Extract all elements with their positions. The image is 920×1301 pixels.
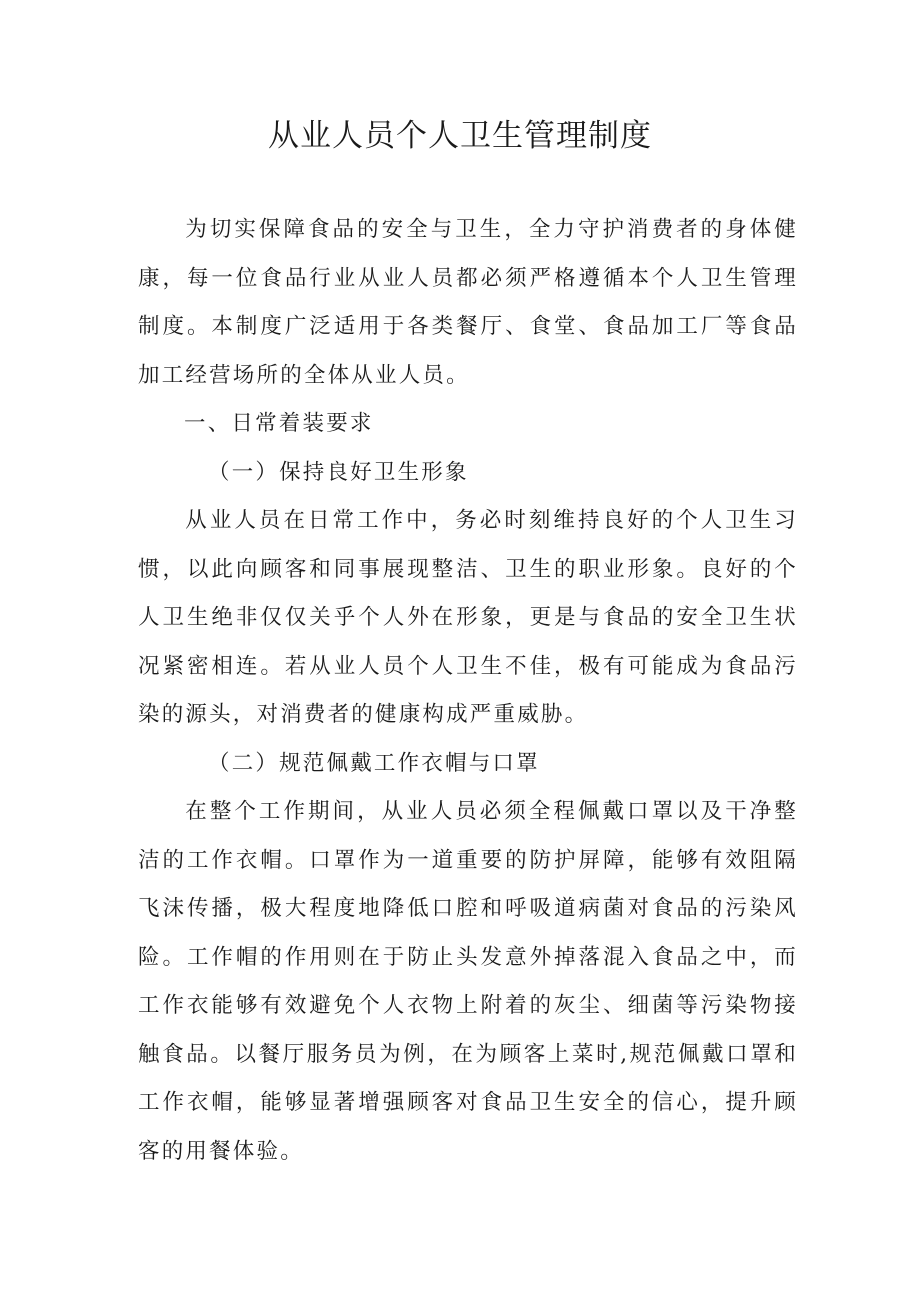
- uniform-mask-paragraph: 在整个工作期间，从业人员必须全程佩戴口罩以及干净整洁的工作衣帽。口罩作为一道重要的防护屏障，能够有效阻隔飞沫传播，极大程度地降低口腔和呼吸道病菌对食品的污染风险。工作帽的作用则在于防止头发意外掉落混入食品之中，而工作衣能够有效避免个人衣物上附着的灰尘、细菌等污染物接触食品。以餐厅服务员为例，在为顾客上菜时,规范佩戴口罩和工作衣帽，能够显著增强顾客对食品卫生安全的信心，提升顾客的用餐体验。: [138, 799, 798, 1164]
- document-title: 从业人员个人卫生管理制度: [268, 118, 652, 154]
- document-body: [138, 206, 798, 1176]
- subsection-heading-uniform-mask: （二）规范佩戴工作衣帽与口罩: [208, 750, 540, 776]
- subsection-heading-hygiene-image: （一）保持良好卫生形象: [208, 459, 469, 485]
- section-heading-dress: 一、日常着装要求: [184, 411, 374, 436]
- hygiene-image-paragraph: 从业人员在日常工作中，务必时刻维持良好的个人卫生习惯，以此向顾客和同事展现整洁、卫生的职业形象。良好的个人卫生绝非仅仅关乎个人外在形象，更是与食品的安全卫生状况紧密相连。若从业人员个人卫生不佳，极有可能成为食品污染的源头，对消费者的健康构成严重威胁。: [138, 508, 798, 727]
- intro-paragraph: 为切实保障食品的安全与卫生，全力守护消费者的身体健康，每一位食品行业从业人员都必须严格遵循本个人卫生管理制度。本制度广泛适用于各类餐厅、食堂、食品加工厂等食品加工经营场所的全体从业人员。: [138, 217, 798, 388]
